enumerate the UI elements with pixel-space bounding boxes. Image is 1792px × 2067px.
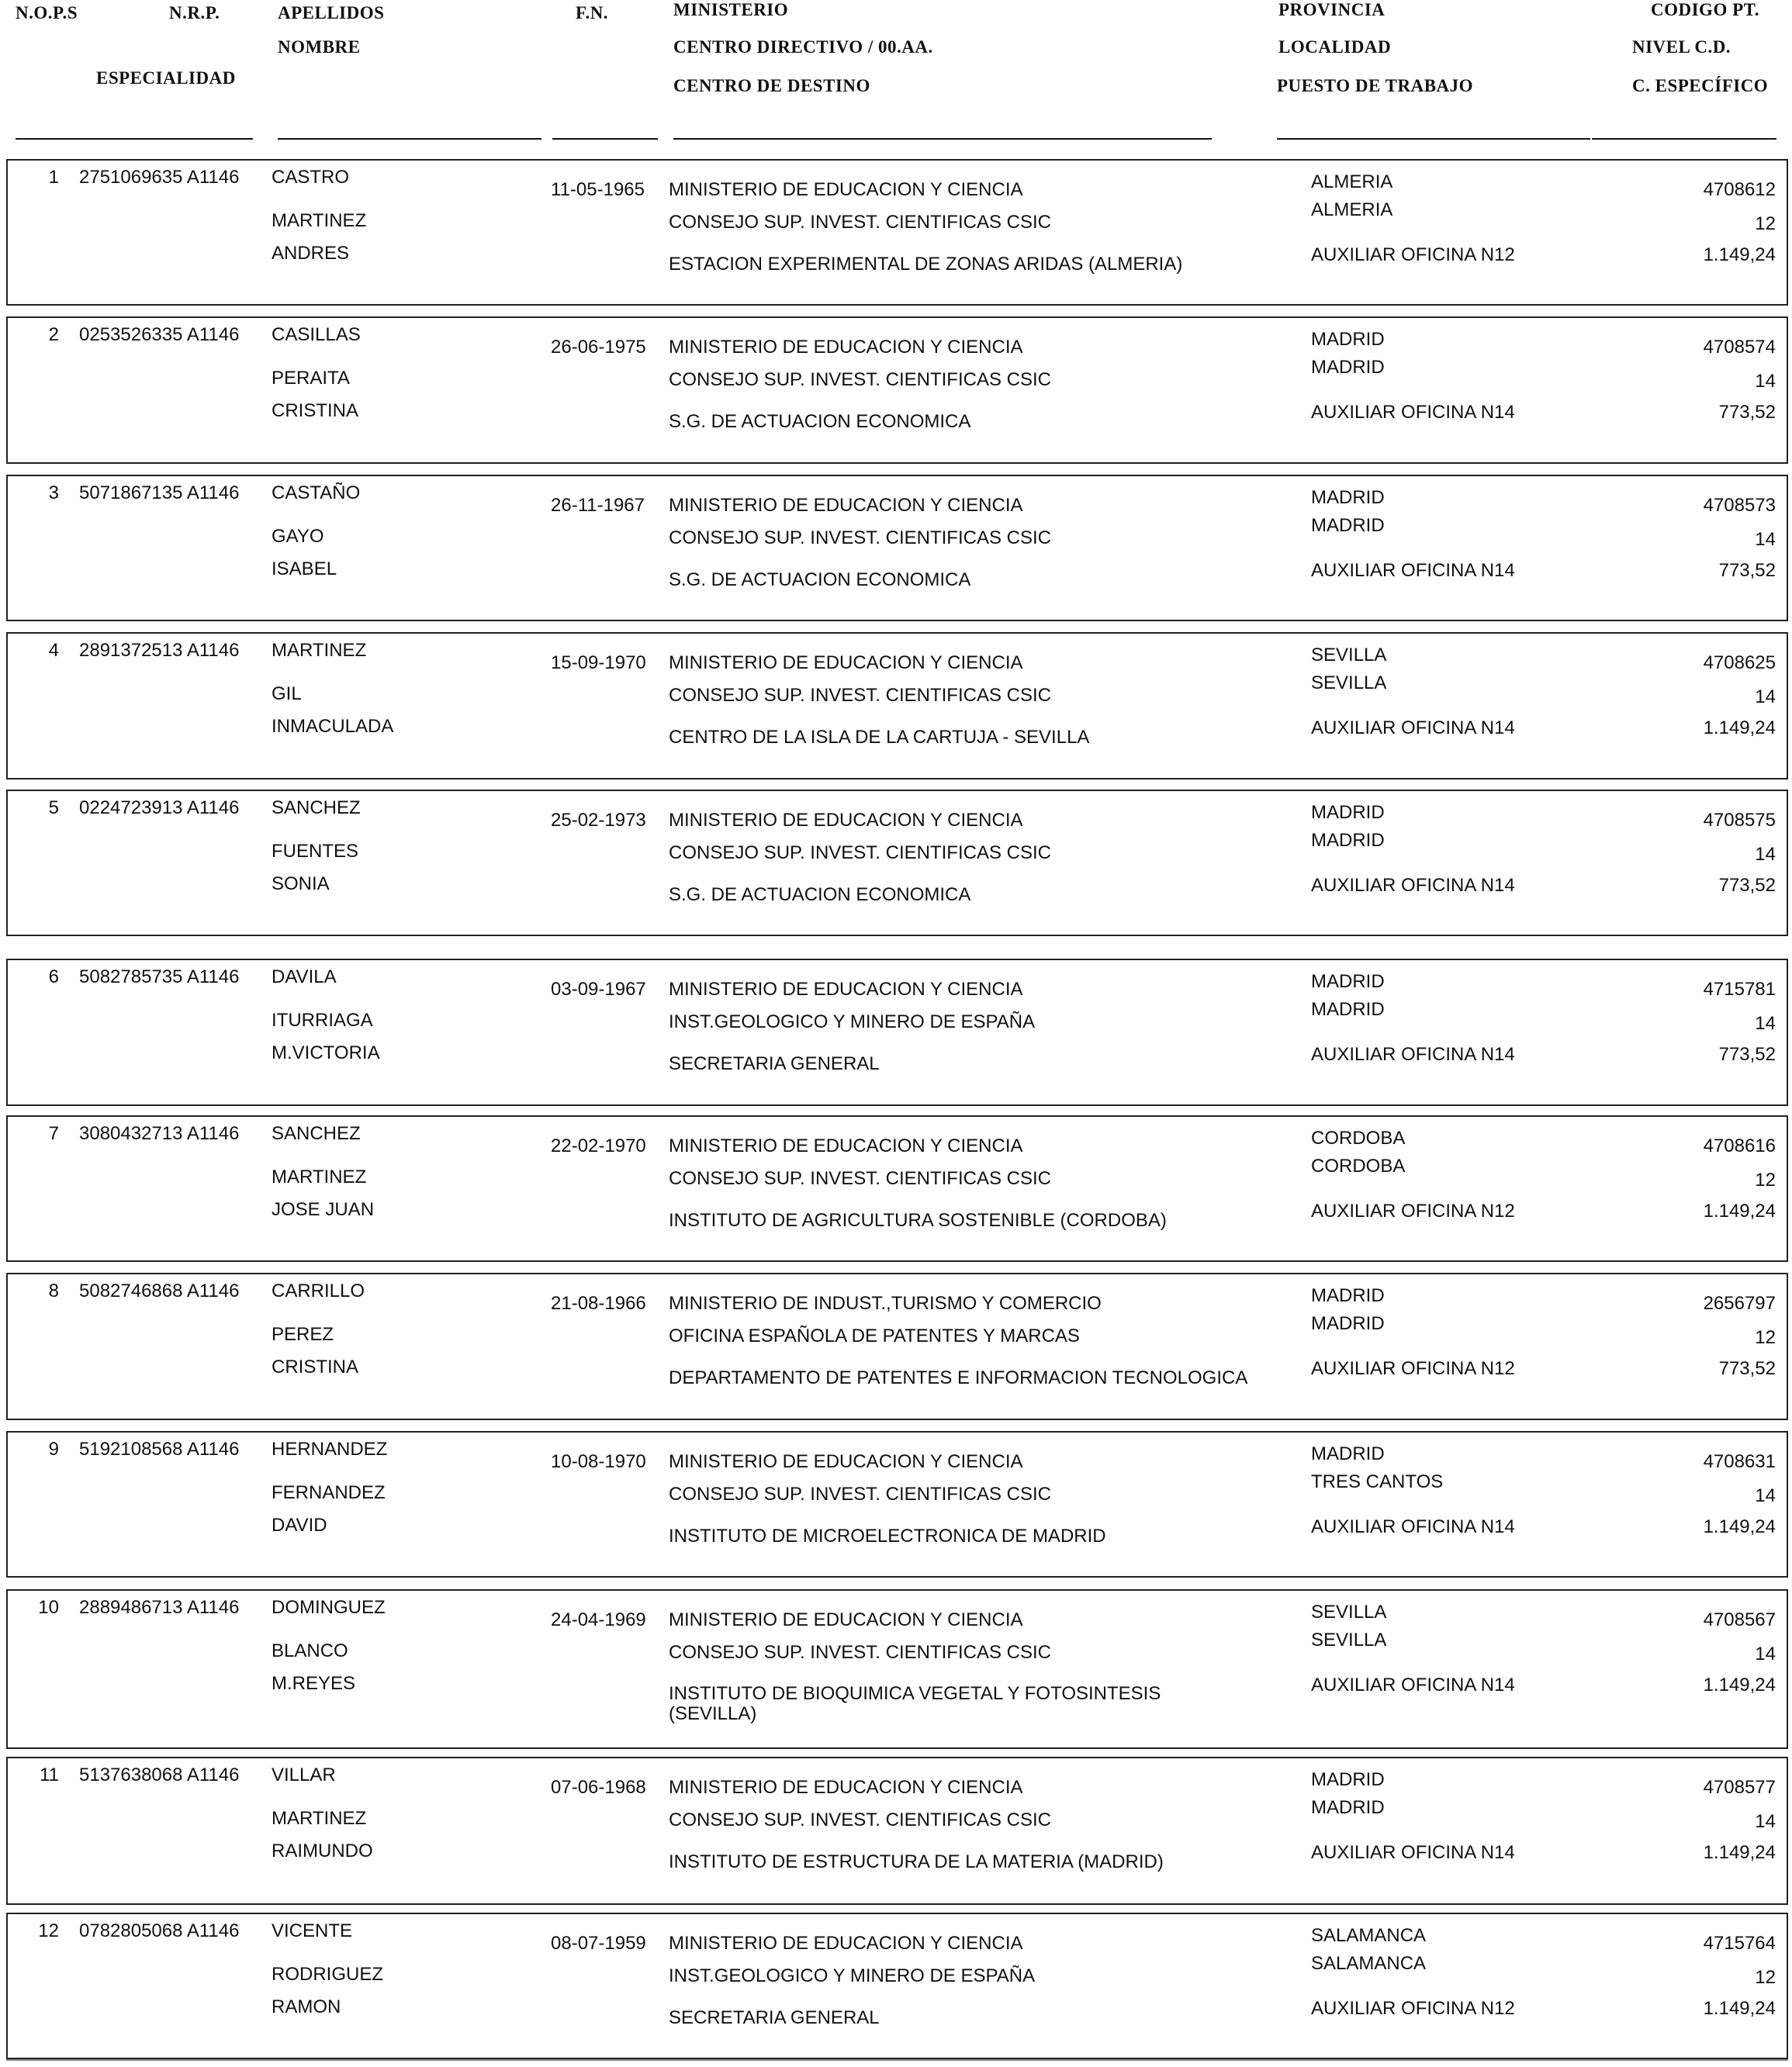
record-especifico: 1.149,24 bbox=[1703, 1675, 1776, 1695]
record-nombre: INMACULADA bbox=[272, 716, 394, 737]
record-nombre: M.REYES bbox=[272, 1673, 356, 1694]
record-nivel: 14 bbox=[1755, 844, 1776, 865]
record-centro-dir: OFICINA ESPAÑOLA DE PATENTES Y MARCAS bbox=[669, 1326, 1080, 1346]
header-nivel: NIVEL C.D. bbox=[1632, 37, 1731, 57]
record-localidad: MADRID bbox=[1311, 515, 1385, 536]
record-ministerio: MINISTERIO DE EDUCACION Y CIENCIA bbox=[669, 337, 1023, 358]
record-destino: SECRETARIA GENERAL bbox=[669, 1053, 880, 1074]
record-codigo: 4715764 bbox=[1703, 1933, 1776, 1954]
record-ap1: CASILLAS bbox=[272, 324, 361, 345]
record-ap1: DAVILA bbox=[272, 966, 337, 987]
record-destino: INSTITUTO DE MICROELECTRONICA DE MADRID bbox=[669, 1526, 1106, 1547]
record-nombre: SONIA bbox=[272, 873, 330, 894]
record-fn: 10-08-1970 bbox=[551, 1451, 646, 1472]
record-nombre: CRISTINA bbox=[272, 1357, 359, 1377]
record-especifico: 773,52 bbox=[1718, 402, 1776, 423]
record-ministerio: MINISTERIO DE EDUCACION Y CIENCIA bbox=[669, 1135, 1023, 1156]
record-codigo: 4708567 bbox=[1703, 1609, 1776, 1630]
record-n: 1 bbox=[48, 167, 59, 188]
record-ap2: RODRIGUEZ bbox=[272, 1964, 383, 1985]
record-ap1: VILLAR bbox=[272, 1765, 336, 1785]
record-ministerio: MINISTERIO DE EDUCACION Y CIENCIA bbox=[669, 810, 1023, 831]
record-nombre: M.VICTORIA bbox=[272, 1042, 380, 1063]
record-codigo: 4708631 bbox=[1703, 1451, 1776, 1472]
header-rule bbox=[1592, 138, 1776, 140]
record-especifico: 773,52 bbox=[1718, 1358, 1776, 1379]
record-centro-dir: CONSEJO SUP. INVEST. CIENTIFICAS CSIC bbox=[669, 685, 1051, 706]
record-puesto: AUXILIAR OFICINA N14 bbox=[1311, 1516, 1515, 1537]
record-ministerio: MINISTERIO DE EDUCACION Y CIENCIA bbox=[669, 1933, 1023, 1954]
record-nrp: 2889486713 A1146 bbox=[79, 1597, 240, 1618]
record-fn: 07-06-1968 bbox=[551, 1777, 646, 1798]
record-nivel: 12 bbox=[1755, 1170, 1776, 1191]
record-row bbox=[6, 1273, 1788, 1420]
record-puesto: AUXILIAR OFICINA N14 bbox=[1311, 717, 1515, 738]
record-provincia: CORDOBA bbox=[1311, 1128, 1406, 1149]
record-n: 12 bbox=[38, 1920, 59, 1941]
record-n: 4 bbox=[48, 640, 59, 661]
record-localidad: MADRID bbox=[1311, 1797, 1385, 1818]
record-provincia: MADRID bbox=[1311, 1285, 1385, 1306]
record-ap1: SANCHEZ bbox=[272, 1123, 361, 1144]
record-n: 3 bbox=[48, 482, 59, 503]
record-ap1: CASTAÑO bbox=[272, 482, 361, 503]
record-row bbox=[6, 1431, 1788, 1578]
record-especifico: 1.149,24 bbox=[1703, 717, 1776, 738]
record-provincia: MADRID bbox=[1311, 1769, 1385, 1790]
record-ap2: MARTINEZ bbox=[272, 1167, 367, 1187]
record-nombre: ANDRES bbox=[272, 243, 350, 264]
record-nivel: 12 bbox=[1755, 213, 1776, 234]
record-ap2: FERNANDEZ bbox=[272, 1482, 386, 1503]
header-apellidos: APELLIDOS bbox=[278, 3, 385, 22]
header-nops: N.O.P.S bbox=[16, 3, 78, 22]
record-localidad: CORDOBA bbox=[1311, 1156, 1406, 1177]
record-centro-dir: CONSEJO SUP. INVEST. CIENTIFICAS CSIC bbox=[669, 1168, 1051, 1189]
record-centro-dir: CONSEJO SUP. INVEST. CIENTIFICAS CSIC bbox=[669, 1642, 1051, 1663]
record-ap1: DOMINGUEZ bbox=[272, 1597, 386, 1618]
record-ministerio: MINISTERIO DE EDUCACION Y CIENCIA bbox=[669, 1777, 1023, 1798]
record-nivel: 14 bbox=[1755, 1811, 1776, 1832]
record-centro-dir: CONSEJO SUP. INVEST. CIENTIFICAS CSIC bbox=[669, 527, 1051, 548]
record-localidad: ALMERIA bbox=[1311, 199, 1393, 220]
record-provincia: MADRID bbox=[1311, 971, 1385, 992]
record-fn: 25-02-1973 bbox=[551, 810, 646, 831]
record-fn: 24-04-1969 bbox=[551, 1609, 646, 1630]
record-nivel: 14 bbox=[1755, 1644, 1776, 1664]
record-destino: S.G. DE ACTUACION ECONOMICA bbox=[669, 884, 971, 905]
header-nombre: NOMBRE bbox=[278, 37, 361, 57]
record-ap2: MARTINEZ bbox=[272, 1808, 367, 1829]
record-puesto: AUXILIAR OFICINA N14 bbox=[1311, 1842, 1515, 1863]
record-row bbox=[6, 1115, 1788, 1262]
record-destino: SECRETARIA GENERAL bbox=[669, 2007, 880, 2028]
record-fn: 11-05-1965 bbox=[551, 179, 645, 200]
record-n: 8 bbox=[48, 1281, 59, 1301]
record-localidad: MADRID bbox=[1311, 1313, 1385, 1334]
record-ap1: CARRILLO bbox=[272, 1281, 365, 1301]
record-codigo: 4708575 bbox=[1703, 810, 1776, 831]
header-ministerio: MINISTERIO bbox=[673, 0, 789, 19]
record-codigo: 4708625 bbox=[1703, 652, 1776, 673]
record-especifico: 1.149,24 bbox=[1703, 1201, 1776, 1222]
record-ministerio: MINISTERIO DE EDUCACION Y CIENCIA bbox=[669, 979, 1023, 1000]
record-nombre: CRISTINA bbox=[272, 400, 359, 421]
header-rule bbox=[1277, 138, 1590, 140]
record-n: 7 bbox=[48, 1123, 59, 1144]
record-centro-dir: CONSEJO SUP. INVEST. CIENTIFICAS CSIC bbox=[669, 1484, 1051, 1505]
record-row bbox=[6, 790, 1788, 936]
record-nrp: 5082746868 A1146 bbox=[79, 1281, 240, 1301]
record-row bbox=[6, 316, 1788, 464]
record-especifico: 773,52 bbox=[1718, 1044, 1776, 1065]
header-rule bbox=[278, 138, 541, 140]
record-nrp: 5192108568 A1146 bbox=[79, 1439, 240, 1460]
record-ap1: HERNANDEZ bbox=[272, 1439, 388, 1460]
record-especifico: 1.149,24 bbox=[1703, 1842, 1776, 1863]
record-puesto: AUXILIAR OFICINA N14 bbox=[1311, 560, 1515, 581]
record-localidad: SALAMANCA bbox=[1311, 1953, 1427, 1974]
record-nrp: 5071867135 A1146 bbox=[79, 482, 240, 503]
record-ministerio: MINISTERIO DE INDUST.,TURISMO Y COMERCIO bbox=[669, 1293, 1102, 1314]
record-centro-dir: INST.GEOLOGICO Y MINERO DE ESPAÑA bbox=[669, 1965, 1036, 1986]
record-fn: 15-09-1970 bbox=[551, 652, 646, 673]
record-nrp: 0782805068 A1146 bbox=[79, 1920, 240, 1941]
record-fn: 22-02-1970 bbox=[551, 1135, 646, 1156]
header-codigo: CODIGO PT. bbox=[1651, 0, 1760, 19]
record-destino: S.G. DE ACTUACION ECONOMICA bbox=[669, 411, 971, 432]
record-destino: INSTITUTO DE AGRICULTURA SOSTENIBLE (CORDOBA) bbox=[669, 1210, 1167, 1231]
record-codigo: 4708616 bbox=[1703, 1135, 1776, 1156]
record-localidad: SEVILLA bbox=[1311, 1630, 1387, 1650]
record-n: 5 bbox=[48, 797, 59, 818]
record-puesto: AUXILIAR OFICINA N12 bbox=[1311, 1201, 1515, 1222]
record-ministerio: MINISTERIO DE EDUCACION Y CIENCIA bbox=[669, 495, 1023, 516]
header-especialidad: ESPECIALIDAD bbox=[96, 68, 236, 88]
record-localidad: MADRID bbox=[1311, 830, 1385, 851]
record-nrp: 5082785735 A1146 bbox=[79, 966, 240, 987]
record-row bbox=[6, 475, 1788, 621]
header-fn: F.N. bbox=[576, 3, 609, 22]
header-rule bbox=[16, 138, 253, 140]
header-provincia: PROVINCIA bbox=[1278, 0, 1386, 19]
record-nombre: DAVID bbox=[272, 1515, 327, 1536]
record-nivel: 14 bbox=[1755, 1485, 1776, 1506]
record-destino: CENTRO DE LA ISLA DE LA CARTUJA - SEVILLA bbox=[669, 727, 1090, 748]
record-provincia: SALAMANCA bbox=[1311, 1925, 1427, 1946]
record-destino: ESTACION EXPERIMENTAL DE ZONAS ARIDAS (ALMERIA) bbox=[669, 254, 1183, 275]
record-ap2: MARTINEZ bbox=[272, 210, 367, 231]
record-centro-dir: INST.GEOLOGICO Y MINERO DE ESPAÑA bbox=[669, 1011, 1036, 1032]
record-nrp: 2751069635 A1146 bbox=[79, 167, 240, 188]
record-centro-dir: CONSEJO SUP. INVEST. CIENTIFICAS CSIC bbox=[669, 1809, 1051, 1830]
record-nombre: ISABEL bbox=[272, 558, 337, 579]
record-row bbox=[6, 1589, 1788, 1749]
header-localidad: LOCALIDAD bbox=[1278, 37, 1392, 57]
record-provincia: ALMERIA bbox=[1311, 171, 1393, 192]
record-ap1: CASTRO bbox=[272, 167, 350, 188]
record-puesto: AUXILIAR OFICINA N14 bbox=[1311, 875, 1515, 896]
record-codigo: 4708577 bbox=[1703, 1777, 1776, 1798]
record-puesto: AUXILIAR OFICINA N14 bbox=[1311, 1675, 1515, 1695]
record-n: 10 bbox=[38, 1597, 59, 1618]
record-codigo: 4708573 bbox=[1703, 495, 1776, 516]
record-n: 6 bbox=[48, 966, 59, 987]
record-centro-dir: CONSEJO SUP. INVEST. CIENTIFICAS CSIC bbox=[669, 212, 1051, 233]
record-nrp: 5137638068 A1146 bbox=[79, 1765, 240, 1785]
record-ap2: GAYO bbox=[272, 526, 324, 547]
record-row bbox=[6, 1757, 1788, 1905]
record-fn: 26-11-1967 bbox=[551, 495, 645, 516]
record-fn: 08-07-1959 bbox=[551, 1933, 646, 1954]
record-n: 2 bbox=[48, 324, 59, 345]
record-fn: 26-06-1975 bbox=[551, 337, 646, 358]
record-codigo: 4708574 bbox=[1703, 337, 1776, 358]
record-ap2: GIL bbox=[272, 683, 302, 704]
bottom-rule bbox=[6, 2059, 1788, 2061]
record-ap2: FUENTES bbox=[272, 841, 359, 862]
record-ap2: PEREZ bbox=[272, 1324, 334, 1345]
record-especifico: 1.149,24 bbox=[1703, 244, 1776, 265]
record-ministerio: MINISTERIO DE EDUCACION Y CIENCIA bbox=[669, 1451, 1023, 1472]
record-puesto: AUXILIAR OFICINA N12 bbox=[1311, 1998, 1515, 2019]
record-ministerio: MINISTERIO DE EDUCACION Y CIENCIA bbox=[669, 652, 1023, 673]
header-nrp: N.R.P. bbox=[169, 3, 220, 22]
record-especifico: 1.149,24 bbox=[1703, 1516, 1776, 1537]
record-destino: S.G. DE ACTUACION ECONOMICA bbox=[669, 569, 971, 590]
record-localidad: MADRID bbox=[1311, 357, 1385, 378]
record-fn: 21-08-1966 bbox=[551, 1293, 646, 1314]
record-ministerio: MINISTERIO DE EDUCACION Y CIENCIA bbox=[669, 179, 1023, 200]
record-destino: INSTITUTO DE ESTRUCTURA DE LA MATERIA (MADRID) bbox=[669, 1851, 1164, 1872]
record-ap2: ITURRIAGA bbox=[272, 1010, 373, 1031]
record-destino: DEPARTAMENTO DE PATENTES E INFORMACION TECNOLOGICA bbox=[669, 1367, 1248, 1388]
record-ap2: BLANCO bbox=[272, 1640, 348, 1661]
record-provincia: MADRID bbox=[1311, 329, 1385, 350]
record-puesto: AUXILIAR OFICINA N14 bbox=[1311, 402, 1515, 423]
record-provincia: MADRID bbox=[1311, 487, 1385, 508]
record-codigo: 2656797 bbox=[1703, 1293, 1776, 1314]
record-puesto: AUXILIAR OFICINA N14 bbox=[1311, 1044, 1515, 1065]
header-rule bbox=[673, 138, 1212, 140]
record-nrp: 2891372513 A1146 bbox=[79, 640, 240, 661]
record-destino: INSTITUTO DE BIOQUIMICA VEGETAL Y FOTOSINTESIS (SEVILLA) bbox=[669, 1683, 1161, 1724]
record-ministerio: MINISTERIO DE EDUCACION Y CIENCIA bbox=[669, 1609, 1023, 1630]
record-nrp: 0253526335 A1146 bbox=[79, 324, 240, 345]
header-centro-destino: CENTRO DE DESTINO bbox=[673, 76, 870, 95]
record-nivel: 14 bbox=[1755, 529, 1776, 550]
record-ap2: PERAITA bbox=[272, 368, 350, 389]
record-localidad: MADRID bbox=[1311, 999, 1385, 1020]
record-n: 11 bbox=[40, 1765, 59, 1785]
record-provincia: MADRID bbox=[1311, 1443, 1385, 1464]
record-ap1: VICENTE bbox=[272, 1920, 353, 1941]
record-fn: 03-09-1967 bbox=[551, 979, 646, 1000]
record-nrp: 0224723913 A1146 bbox=[79, 797, 240, 818]
record-centro-dir: CONSEJO SUP. INVEST. CIENTIFICAS CSIC bbox=[669, 842, 1051, 863]
record-nivel: 14 bbox=[1755, 686, 1776, 707]
record-localidad: TRES CANTOS bbox=[1311, 1471, 1444, 1492]
header-centro-directivo: CENTRO DIRECTIVO / 00.AA. bbox=[673, 37, 933, 57]
record-localidad: SEVILLA bbox=[1311, 672, 1387, 693]
record-ap1: MARTINEZ bbox=[272, 640, 367, 661]
record-provincia: SEVILLA bbox=[1311, 1602, 1387, 1623]
record-row bbox=[6, 159, 1788, 306]
record-n: 9 bbox=[48, 1439, 59, 1460]
record-especifico: 773,52 bbox=[1718, 875, 1776, 896]
record-especifico: 1.149,24 bbox=[1703, 1998, 1776, 2019]
record-codigo: 4715781 bbox=[1703, 979, 1776, 1000]
record-nivel: 14 bbox=[1755, 1013, 1776, 1034]
record-row bbox=[6, 959, 1788, 1106]
record-provincia: MADRID bbox=[1311, 802, 1385, 823]
record-nombre: RAIMUNDO bbox=[272, 1841, 373, 1861]
record-ap1: SANCHEZ bbox=[272, 797, 361, 818]
record-provincia: SEVILLA bbox=[1311, 645, 1387, 665]
record-nombre: RAMON bbox=[272, 1996, 341, 2017]
record-nombre: JOSE JUAN bbox=[272, 1199, 375, 1220]
record-nrp: 3080432713 A1146 bbox=[79, 1123, 240, 1144]
record-row bbox=[6, 632, 1788, 779]
record-puesto: AUXILIAR OFICINA N12 bbox=[1311, 1358, 1515, 1379]
record-nivel: 14 bbox=[1755, 371, 1776, 392]
record-codigo: 4708612 bbox=[1703, 179, 1776, 200]
header-especifico: C. ESPECÍFICO bbox=[1632, 76, 1769, 95]
record-row bbox=[6, 1913, 1788, 2059]
record-centro-dir: CONSEJO SUP. INVEST. CIENTIFICAS CSIC bbox=[669, 369, 1051, 390]
record-puesto: AUXILIAR OFICINA N12 bbox=[1311, 244, 1515, 265]
header-rule bbox=[552, 138, 658, 140]
record-nivel: 12 bbox=[1755, 1327, 1776, 1348]
record-nivel: 12 bbox=[1755, 1967, 1776, 1988]
record-especifico: 773,52 bbox=[1718, 560, 1776, 581]
header-puesto: PUESTO DE TRABAJO bbox=[1277, 76, 1474, 95]
